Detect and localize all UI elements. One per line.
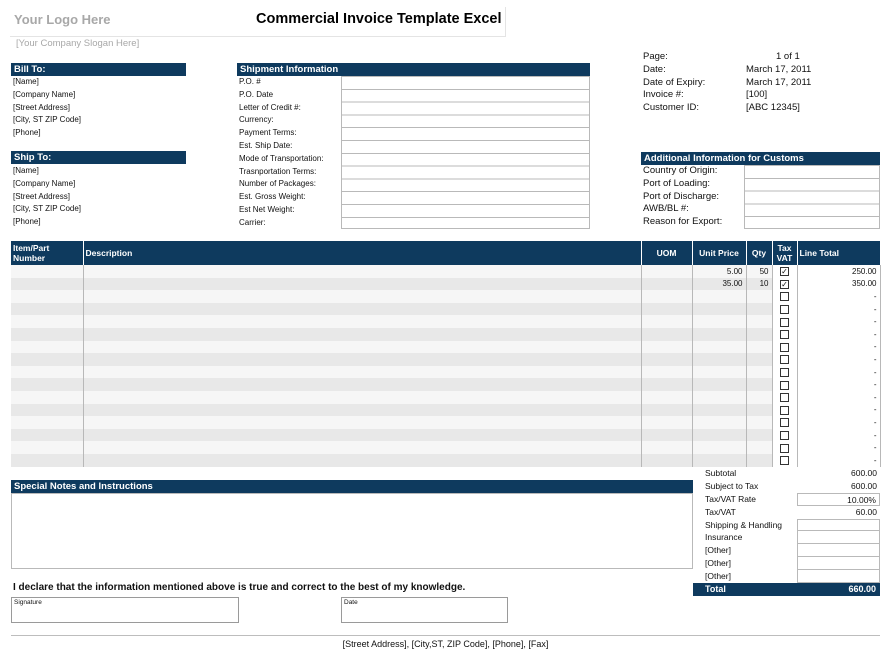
tax-cell[interactable] [772,416,797,429]
tax-checkbox[interactable]: ✓ [781,279,788,289]
tax-cell[interactable] [772,454,797,467]
table-row [11,303,880,316]
shipment-label: Est. Ship Date: [239,140,293,150]
totals-values [797,467,880,583]
uom-cell[interactable] [641,429,692,442]
qty-cell[interactable] [746,353,772,366]
tax-cell[interactable] [772,303,797,316]
total-value: 660.00 [848,584,876,594]
subject-to-tax-value: 600.00 [851,480,877,491]
description-cell[interactable] [83,315,641,328]
qty-cell[interactable] [746,303,772,316]
unit-price-cell[interactable] [692,328,746,341]
column-header-item: Item/Part Number [11,241,83,265]
ship-to-line[interactable]: [Company Name] [13,178,76,188]
line-total-cell: - [797,391,880,404]
meta-label: Customer ID: [643,102,699,114]
table-row [11,265,880,278]
unit-price-cell[interactable] [692,391,746,404]
item-number-cell[interactable] [11,353,83,366]
line-total-cell: - [797,378,880,391]
customs-label: Country of Origin: [643,165,718,176]
qty-cell[interactable]: 10 [746,278,772,291]
customs-input-fields[interactable] [744,165,880,229]
bill-to-block [13,76,81,140]
totals-labels [705,467,782,583]
description-cell[interactable] [83,328,641,341]
shipment-label: Est. Gross Weight: [239,192,306,202]
qty-cell[interactable] [746,378,772,391]
uom-cell[interactable] [641,353,692,366]
line-total-cell: - [797,341,880,354]
totals-label: Tax/VAT [705,506,736,517]
date-field[interactable] [341,597,508,623]
description-cell[interactable] [83,341,641,354]
line-total-cell: - [797,366,880,379]
tax-cell[interactable] [772,391,797,404]
qty-cell[interactable]: 50 [746,265,772,278]
table-row [11,353,880,366]
totals-label: [Other] [705,571,731,582]
meta-label: Page: [643,51,668,62]
other-input[interactable] [797,557,880,570]
shipping-input[interactable] [797,519,880,532]
customer-id[interactable]: [ABC 12345] [746,102,800,114]
line-total-cell: - [797,454,880,467]
shipment-label: P.O. # [239,77,261,86]
description-cell[interactable] [83,353,641,366]
uom-cell[interactable] [641,328,692,341]
item-number-cell[interactable] [11,454,83,467]
qty-cell[interactable] [746,404,772,417]
customs-label: AWB/BL #: [643,203,689,215]
tax-cell[interactable] [772,353,797,366]
tax-checkbox[interactable] [780,305,789,314]
table-row [11,328,880,341]
tax-cell[interactable] [772,341,797,354]
shipment-labels [239,76,324,230]
notes-textarea[interactable] [11,493,693,569]
unit-price-cell[interactable] [692,341,746,354]
totals-label: [Other] [705,558,731,569]
ship-to-line[interactable]: [City, ST ZIP Code] [13,204,82,214]
notes-heading: Special Notes and Instructions [11,480,693,493]
total-label: Total [705,584,726,594]
shipment-input-fields[interactable] [341,76,590,229]
unit-price-cell[interactable] [692,366,746,379]
unit-price-cell[interactable] [692,441,746,454]
item-number-cell[interactable] [11,441,83,454]
tax-checkbox[interactable] [780,381,789,390]
meta-label: Date of Expiry: [643,76,706,88]
table-row [11,290,880,303]
tax-checkbox[interactable] [780,418,789,427]
tax-checkbox[interactable] [780,343,789,352]
tax-checkbox[interactable]: ✓ [781,267,788,277]
table-row [11,278,880,291]
tax-cell[interactable] [772,404,797,417]
description-cell[interactable] [83,303,641,316]
tax-checkbox[interactable] [780,292,789,301]
item-number-cell[interactable] [11,378,83,391]
description-cell[interactable] [83,416,641,429]
shipment-label: Currency: [239,115,274,125]
unit-price-cell[interactable]: 35.00 [692,278,746,291]
ship-to-block [13,165,81,229]
tax-checkbox[interactable] [780,368,789,377]
page-number[interactable]: 1 of 1 [776,51,800,62]
company-slogan: [Your Company Slogan Here] [16,38,140,49]
item-number-cell[interactable] [11,429,83,442]
column-header-tax: Tax VAT [772,241,797,265]
unit-price-cell[interactable] [692,416,746,429]
qty-cell[interactable] [746,454,772,467]
tax-cell[interactable] [772,378,797,391]
line-total-cell: - [797,290,880,303]
expiry-date[interactable]: March 17, 2011 [746,76,812,88]
tax-checkbox[interactable] [780,444,789,453]
uom-cell[interactable] [641,378,692,391]
shipment-label: P.O. Date [239,89,274,99]
footer-address: [Street Address], [City,ST, ZIP Code], [Phone], [Fax] [342,639,549,649]
bill-to-line[interactable]: [City, ST ZIP Code] [13,115,82,125]
signature-label: Signature [14,599,42,606]
customs-labels [643,165,722,229]
customs-label: Reason for Export: [643,216,723,228]
qty-cell[interactable] [746,416,772,429]
qty-cell[interactable] [746,328,772,341]
totals-label: Shipping & Handling [705,519,783,530]
unit-price-cell[interactable] [692,303,746,316]
uom-cell[interactable] [641,341,692,354]
insurance-input[interactable] [797,531,880,544]
table-row [11,315,880,328]
customs-label: Port of Loading: [643,177,711,189]
totals-label: [Other] [705,545,731,556]
item-number-cell[interactable] [11,278,83,291]
bill-to-heading: Bill To: [11,63,186,76]
totals-label: Subtotal [705,468,737,478]
qty-cell[interactable] [746,366,772,379]
uom-cell[interactable] [641,303,692,316]
table-row [11,404,880,417]
unit-price-cell[interactable] [692,315,746,328]
item-number-cell[interactable] [11,290,83,303]
uom-cell[interactable] [641,416,692,429]
uom-cell[interactable] [641,366,692,379]
item-number-cell[interactable] [11,303,83,316]
tax-checkbox[interactable] [780,318,789,327]
shipment-label: Est Net Weight: [239,204,295,214]
description-cell[interactable] [83,454,641,467]
line-total-cell: 250.00 [797,265,880,278]
meta-label: Invoice #: [643,89,684,101]
column-header-uom: UOM [641,241,692,265]
tax-cell[interactable] [772,265,797,278]
invoice-meta-values [746,51,811,115]
unit-price-cell[interactable] [692,429,746,442]
line-total-cell: - [797,429,880,442]
uom-cell[interactable] [641,290,692,303]
line-total-cell: - [797,353,880,366]
item-number-cell[interactable] [11,315,83,328]
line-total-cell: - [797,416,880,429]
item-number-cell[interactable] [11,341,83,354]
declaration-text: I declare that the information mentioned above is true and correct to the best of my knowledge. [13,582,466,593]
uom-cell[interactable] [641,454,692,467]
description-cell[interactable] [83,391,641,404]
ship-to-line[interactable]: [Phone] [13,217,41,227]
table-row [11,366,880,379]
table-row [11,454,880,467]
invoice-date[interactable]: March 17, 2011 [746,63,812,75]
tax-cell[interactable] [772,328,797,341]
tax-checkbox[interactable] [780,406,789,415]
shipment-label: Mode of Transportation: [239,153,324,163]
item-number-cell[interactable] [11,328,83,341]
bill-to-line[interactable]: [Street Address] [13,102,70,112]
shipment-label: Letter of Credit #: [239,102,301,112]
date-label: Date [344,599,358,606]
tax-cell[interactable] [772,278,797,291]
tax-cell[interactable] [772,290,797,303]
line-total-cell: - [797,315,880,328]
unit-price-cell[interactable] [692,454,746,467]
line-total-cell: 350.00 [797,278,880,291]
line-total-cell: - [797,404,880,417]
table-row [11,441,880,454]
tax-checkbox[interactable] [780,431,789,440]
column-header-line-total: Line Total [797,241,880,265]
tax-cell[interactable] [772,366,797,379]
table-row [11,378,880,391]
qty-cell[interactable] [746,441,772,454]
unit-price-cell[interactable] [692,378,746,391]
tax-rate-input[interactable]: 10.00% [797,493,880,506]
uom-cell[interactable] [641,278,692,291]
bill-to-line[interactable]: [Name] [13,77,39,86]
unit-price-cell[interactable]: 5.00 [692,265,746,278]
totals-label: Insurance [705,532,743,543]
uom-cell[interactable] [641,315,692,328]
table-row [11,341,880,354]
line-total-cell: - [797,328,880,341]
description-cell[interactable] [83,290,641,303]
ship-to-line[interactable]: [Name] [13,166,39,175]
ship-to-line[interactable]: [Street Address] [13,191,70,201]
tax-checkbox[interactable] [780,456,789,465]
ship-to-heading: Ship To: [11,151,186,164]
invoice-meta-labels [643,51,705,115]
line-total-cell: - [797,303,880,316]
qty-cell[interactable] [746,341,772,354]
uom-cell[interactable] [641,441,692,454]
qty-cell[interactable] [746,391,772,404]
item-number-cell[interactable] [11,391,83,404]
unit-price-cell[interactable] [692,290,746,303]
tax-cell[interactable] [772,429,797,442]
customs-label: Port of Discharge: [643,190,720,202]
company-logo: Your Logo Here [14,12,111,27]
page-title: Commercial Invoice Template Excel [256,11,502,27]
shipment-label: Number of Packages: [239,179,316,189]
shipment-heading: Shipment Information [237,63,590,76]
shipment-label: Payment Terms: [239,128,297,138]
qty-cell[interactable] [746,315,772,328]
table-header-row [11,241,880,265]
tax-checkbox[interactable] [780,355,789,364]
qty-cell[interactable] [746,429,772,442]
footer-divider [11,635,880,636]
totals-label: Tax/VAT Rate [705,493,757,504]
customs-heading: Additional Information for Customs [641,152,880,165]
description-cell[interactable] [83,278,641,291]
uom-cell[interactable] [641,265,692,278]
description-cell[interactable] [83,404,641,417]
column-header-description: Description [83,241,641,265]
tax-value: 60.00 [855,506,877,517]
tax-cell[interactable] [772,315,797,328]
qty-cell[interactable] [746,290,772,303]
item-number-cell[interactable] [11,366,83,379]
bill-to-line[interactable]: [Company Name] [13,89,76,99]
uom-cell[interactable] [641,391,692,404]
shipment-label: Carrier: [239,217,266,227]
tax-cell[interactable] [772,441,797,454]
meta-label: Date: [643,63,666,75]
unit-price-cell[interactable] [692,353,746,366]
shipment-label: Trasnportation Terms: [239,166,317,176]
description-cell[interactable] [83,366,641,379]
description-cell[interactable] [83,429,641,442]
tax-checkbox[interactable] [780,393,789,402]
other-input[interactable] [797,544,880,557]
description-cell[interactable] [83,441,641,454]
subtotal-value: 600.00 [851,468,877,478]
column-header-unit-price: Unit Price [692,241,746,265]
description-cell[interactable] [83,378,641,391]
unit-price-cell[interactable] [692,404,746,417]
item-number-cell[interactable] [11,265,83,278]
table-row [11,429,880,442]
totals-label: Subject to Tax [705,480,759,491]
item-number-cell[interactable] [11,416,83,429]
uom-cell[interactable] [641,404,692,417]
column-header-qty: Qty [746,241,772,265]
other-input[interactable] [797,570,880,583]
table-row [11,391,880,404]
invoice-number[interactable]: [100] [746,89,768,101]
line-items-table [11,241,881,467]
line-total-cell: - [797,441,880,454]
tax-checkbox[interactable] [780,330,789,339]
table-row [11,416,880,429]
total-row [693,583,880,596]
description-cell[interactable] [83,265,641,278]
bill-to-line[interactable]: [Phone] [13,128,41,138]
signature-field[interactable] [11,597,239,623]
item-number-cell[interactable] [11,404,83,417]
